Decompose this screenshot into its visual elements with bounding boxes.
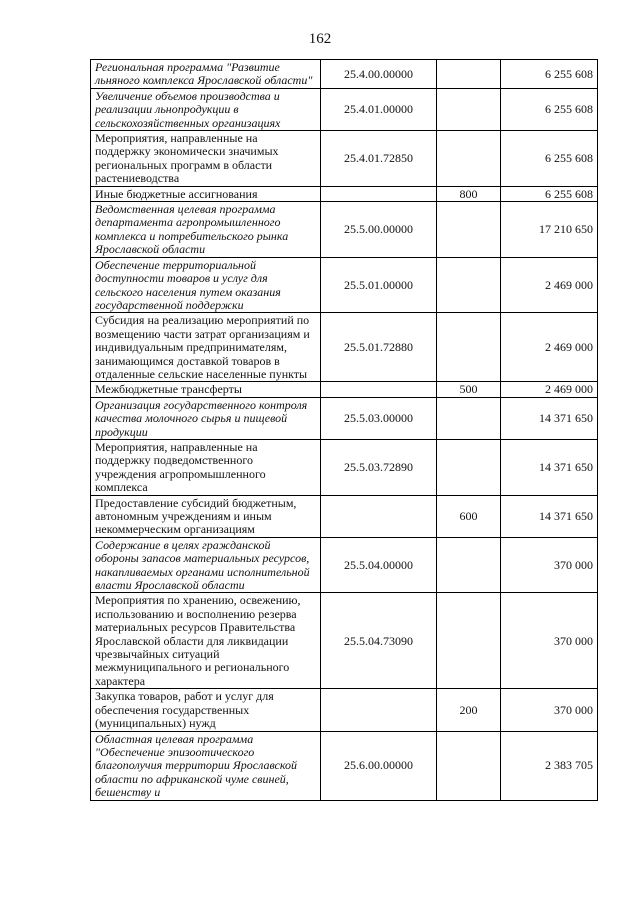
expense-type-cell bbox=[437, 257, 501, 313]
table-row bbox=[91, 313, 598, 382]
budget-table bbox=[90, 59, 598, 801]
amount-cell: 6 255 608 bbox=[501, 131, 598, 187]
target-code-cell: 25.4.01.72850 bbox=[321, 131, 437, 187]
amount-cell: 370 000 bbox=[501, 537, 598, 593]
budget-table-body bbox=[91, 60, 598, 801]
expense-type-cell: 500 bbox=[437, 382, 501, 397]
target-code-cell: 25.4.00.00000 bbox=[321, 60, 437, 89]
target-code-cell: 25.5.03.72890 bbox=[321, 439, 437, 495]
table-row bbox=[91, 731, 598, 800]
table-row bbox=[91, 186, 598, 201]
target-code-cell: 25.5.01.72880 bbox=[321, 313, 437, 382]
program-name-cell: Содержание в целях гражданской обороны запасов материальных ресурсов, накапливаемых органами исполнительной власти Ярославской области bbox=[91, 537, 321, 593]
program-name-cell: Мероприятия, направленные на поддержку экономически значимых региональных программ в области растениеводства bbox=[91, 131, 321, 187]
amount-cell: 14 371 650 bbox=[501, 397, 598, 439]
table-row bbox=[91, 257, 598, 313]
program-name-cell: Мероприятия, направленные на поддержку подведомственного учреждения агропромышленного комплекса bbox=[91, 439, 321, 495]
target-code-cell: 25.5.03.00000 bbox=[321, 397, 437, 439]
expense-type-cell bbox=[437, 731, 501, 800]
table-row bbox=[91, 131, 598, 187]
program-name-cell: Региональная программа "Развитие льняного комплекса Ярославской области" bbox=[91, 60, 321, 89]
table-row bbox=[91, 593, 598, 689]
expense-type-cell bbox=[437, 88, 501, 130]
program-name-cell: Иные бюджетные ассигнования bbox=[91, 186, 321, 201]
target-code-cell bbox=[321, 186, 437, 201]
expense-type-cell bbox=[437, 60, 501, 89]
expense-type-cell bbox=[437, 202, 501, 258]
target-code-cell: 25.5.04.73090 bbox=[321, 593, 437, 689]
expense-type-cell: 200 bbox=[437, 689, 501, 731]
program-name-cell: Мероприятия по хранению, освежению, использованию и восполнению резерва материальных ресурсов Правительства Ярославской области для ликвидации чрезвычайных ситуаций межмуниципального и регионального характера bbox=[91, 593, 321, 689]
table-row bbox=[91, 88, 598, 130]
expense-type-cell bbox=[437, 131, 501, 187]
amount-cell: 6 255 608 bbox=[501, 88, 598, 130]
table-row bbox=[91, 202, 598, 258]
target-code-cell bbox=[321, 495, 437, 537]
expense-type-cell: 600 bbox=[437, 495, 501, 537]
program-name-cell: Субсидия на реализацию мероприятий по возмещению части затрат организациям и индивидуальным предпринимателям, занимающимся доставкой товаров в отдаленные сельские населенные пункты bbox=[91, 313, 321, 382]
page-number: 162 bbox=[308, 31, 332, 47]
program-name-cell: Ведомственная целевая программа департамента агропромышленного комплекса и потребительского рынка Ярославской области bbox=[91, 202, 321, 258]
table-row bbox=[91, 689, 598, 731]
expense-type-cell bbox=[437, 397, 501, 439]
amount-cell: 2 469 000 bbox=[501, 382, 598, 397]
program-name-cell: Увеличение объемов производства и реализации льнопродукции в сельскохозяйственных организациях bbox=[91, 88, 321, 130]
amount-cell: 2 383 705 bbox=[501, 731, 598, 800]
expense-type-cell bbox=[437, 313, 501, 382]
program-name-cell: Закупка товаров, работ и услуг для обеспечения государственных (муниципальных) нужд bbox=[91, 689, 321, 731]
table-row bbox=[91, 537, 598, 593]
target-code-cell bbox=[321, 689, 437, 731]
amount-cell: 2 469 000 bbox=[501, 313, 598, 382]
program-name-cell: Обеспечение территориальной доступности товаров и услуг для сельского населения путем оказания государственной поддержки bbox=[91, 257, 321, 313]
amount-cell: 370 000 bbox=[501, 593, 598, 689]
table-row bbox=[91, 397, 598, 439]
program-name-cell: Областная целевая программа "Обеспечение эпизоотического благополучия территории Ярославской области по африканской чуме свиней, бешенству и bbox=[91, 731, 321, 800]
amount-cell: 17 210 650 bbox=[501, 202, 598, 258]
expense-type-cell bbox=[437, 593, 501, 689]
program-name-cell: Межбюджетные трансферты bbox=[91, 382, 321, 397]
table-row bbox=[91, 439, 598, 495]
target-code-cell: 25.5.04.00000 bbox=[321, 537, 437, 593]
table-row bbox=[91, 382, 598, 397]
target-code-cell: 25.5.01.00000 bbox=[321, 257, 437, 313]
program-name-cell: Предоставление субсидий бюджетным, автономным учреждениям и иным некоммерческим организациям bbox=[91, 495, 321, 537]
expense-type-cell bbox=[437, 537, 501, 593]
target-code-cell: 25.6.00.00000 bbox=[321, 731, 437, 800]
amount-cell: 6 255 608 bbox=[501, 186, 598, 201]
expense-type-cell: 800 bbox=[437, 186, 501, 201]
amount-cell: 14 371 650 bbox=[501, 495, 598, 537]
amount-cell: 6 255 608 bbox=[501, 60, 598, 89]
table-row bbox=[91, 495, 598, 537]
target-code-cell bbox=[321, 382, 437, 397]
expense-type-cell bbox=[437, 439, 501, 495]
amount-cell: 14 371 650 bbox=[501, 439, 598, 495]
table-row bbox=[91, 60, 598, 89]
target-code-cell: 25.4.01.00000 bbox=[321, 88, 437, 130]
amount-cell: 370 000 bbox=[501, 689, 598, 731]
target-code-cell: 25.5.00.00000 bbox=[321, 202, 437, 258]
amount-cell: 2 469 000 bbox=[501, 257, 598, 313]
program-name-cell: Организация государственного контроля качества молочного сырья и пищевой продукции bbox=[91, 397, 321, 439]
